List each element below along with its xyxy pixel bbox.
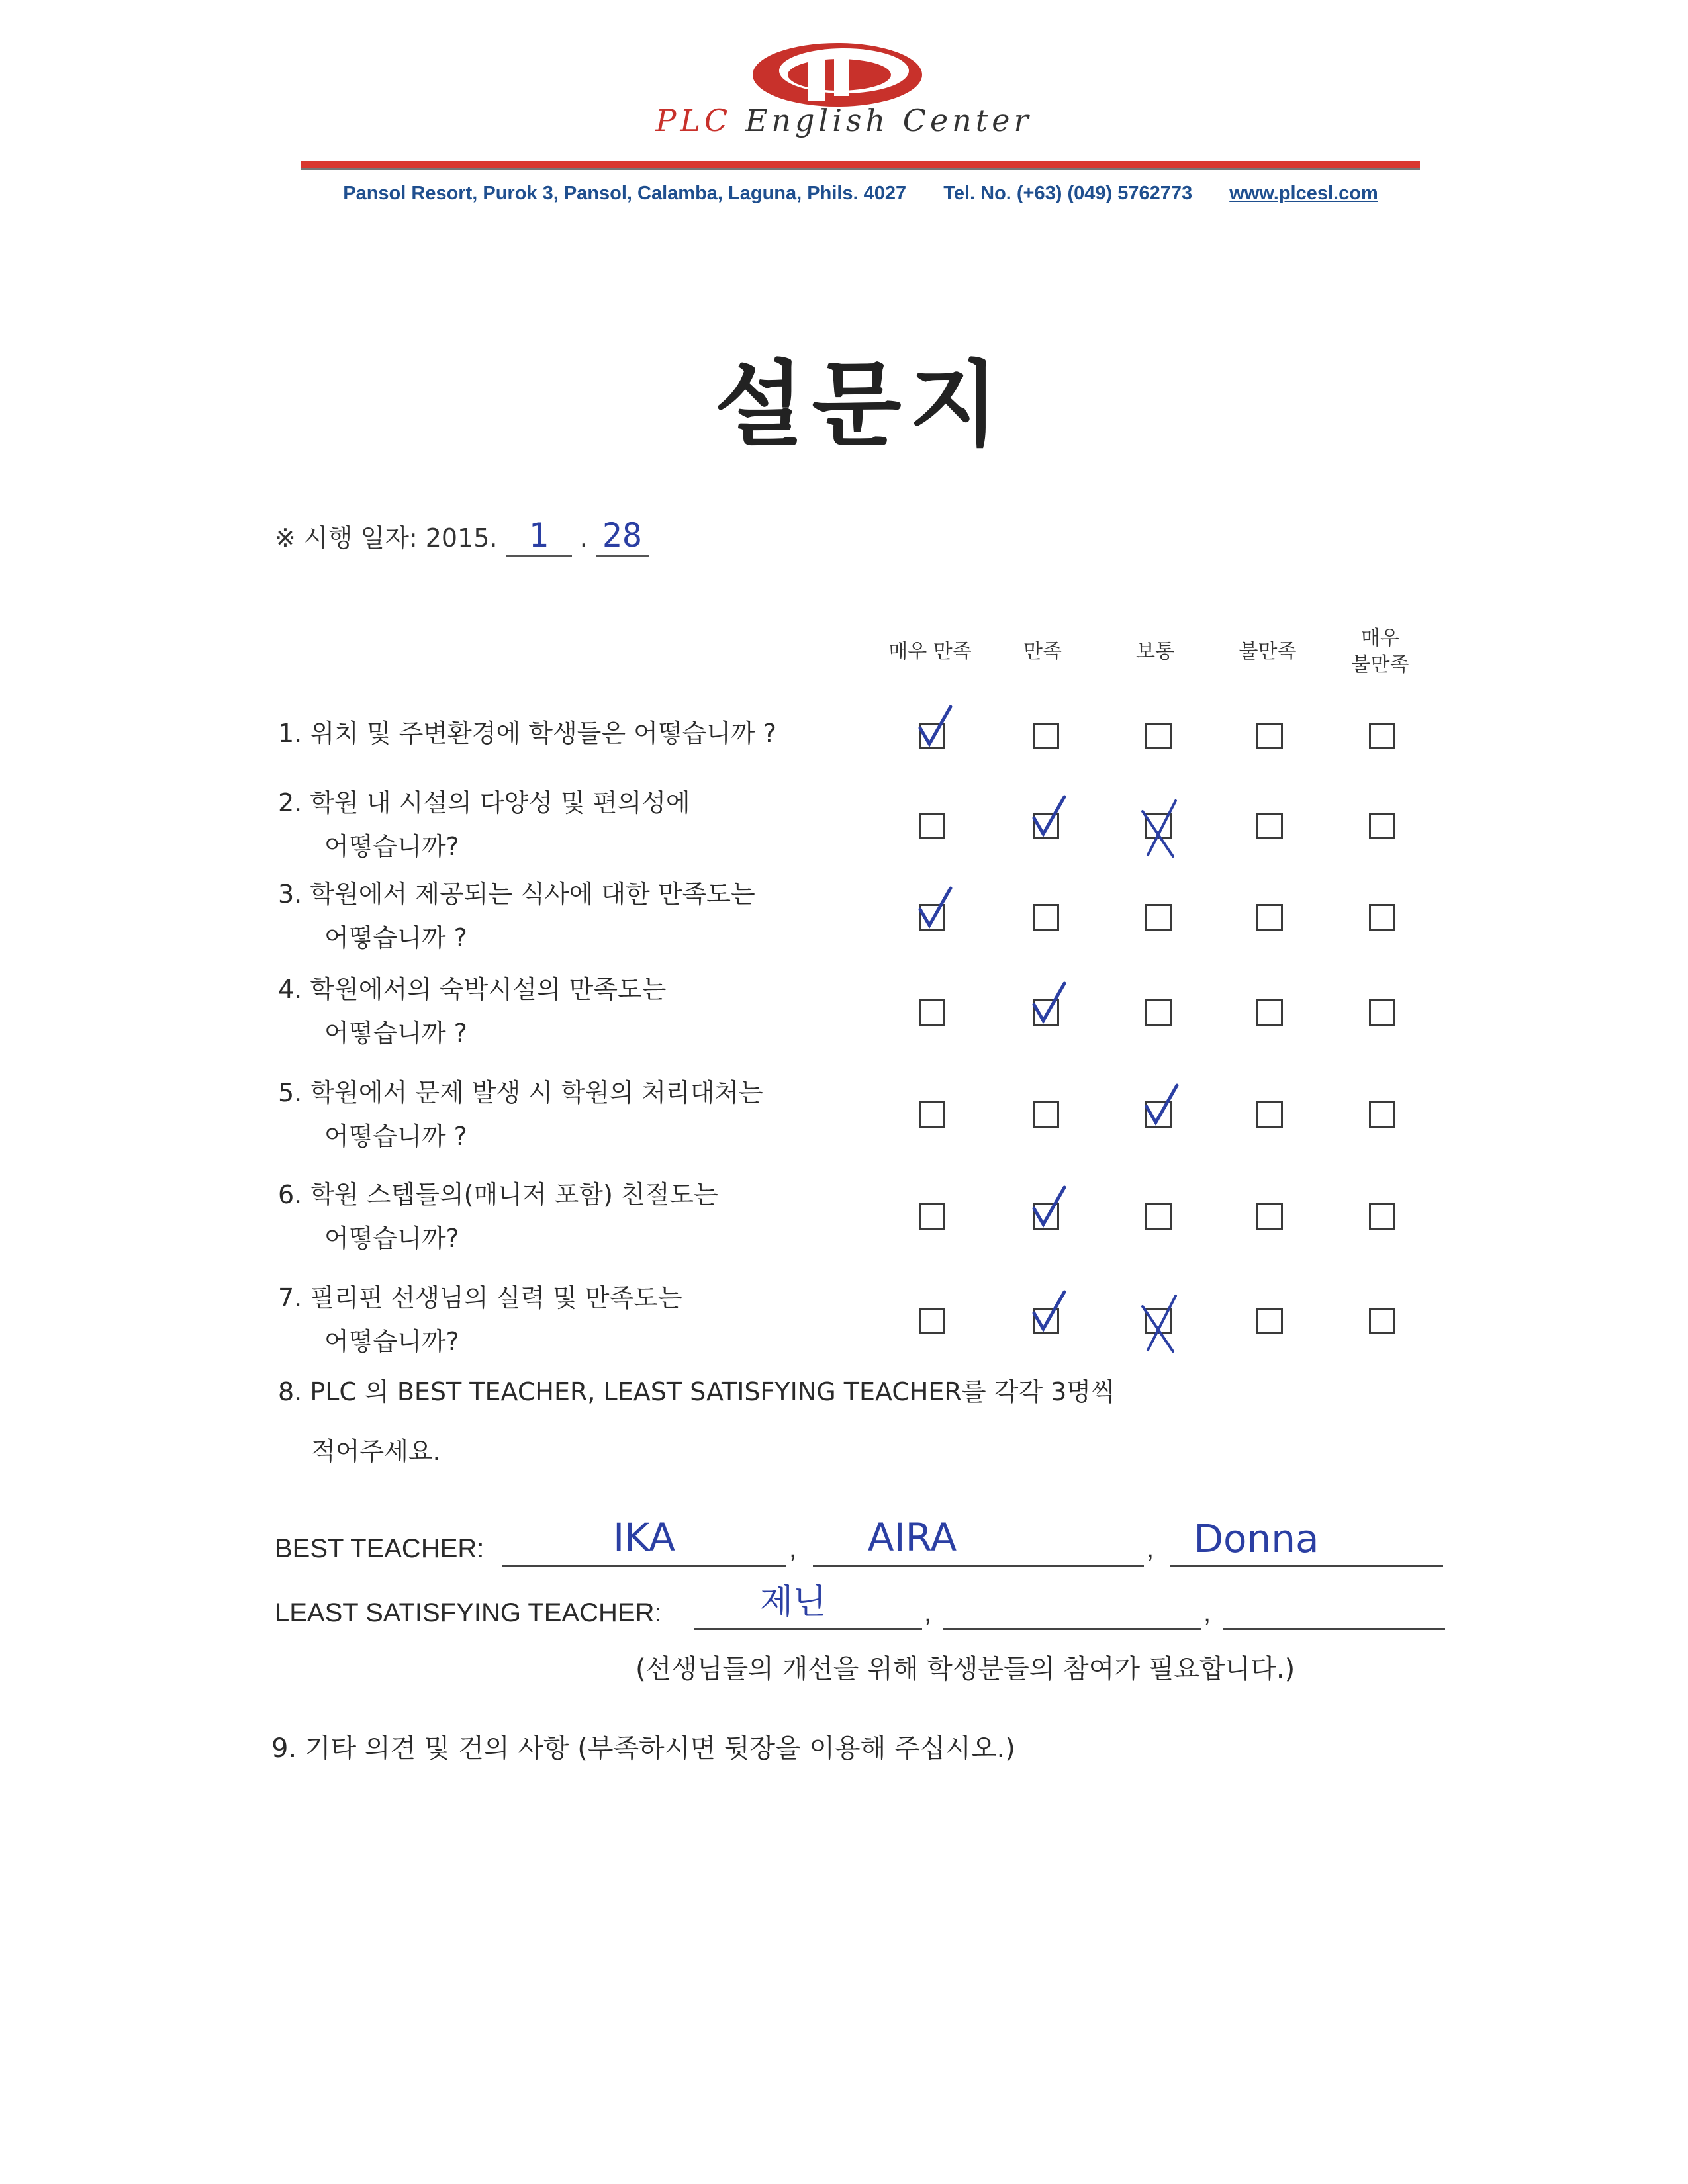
brand-name [463,103,1225,138]
rating-checkbox[interactable] [1033,904,1059,931]
rating-checkbox[interactable] [1369,1203,1395,1230]
best-teacher-2: AIRA [867,1515,957,1560]
cross-mark-icon [1139,797,1181,863]
column-dissatisfied: 불만족 [1239,640,1297,663]
question-text: 8. PLC 의 BEST TEACHER, LEAST SATISFYING TEACHER를 각각 3명씩 [278,1377,1115,1406]
rating-checkbox[interactable] [1033,1101,1059,1128]
rating-checkbox[interactable] [1256,904,1283,931]
question-2 [278,781,690,868]
page-title: 설문지 [714,351,1007,459]
rating-checkbox[interactable] [1256,723,1283,749]
question-text: 7. 필리핀 선생님의 실력 및 만족도는 [278,1283,682,1312]
question-8 [278,1370,1115,1414]
check-mark-icon [1029,1183,1068,1230]
least-teacher-field-1[interactable] [694,1580,922,1630]
best-teacher-field-1[interactable] [502,1517,786,1567]
rating-checkbox[interactable] [1256,1308,1283,1334]
check-mark-icon [915,884,955,931]
check-mark-icon [1141,1081,1181,1128]
question-6 [278,1173,718,1260]
question-text: 2. 학원 내 시설의 다양성 및 편의성에 [278,788,690,817]
best-teacher-3: Donna [1194,1516,1319,1561]
rating-checkbox[interactable] [1369,1308,1395,1334]
question-4 [278,968,666,1055]
rating-checkbox[interactable] [919,1101,945,1128]
question-text-cont: 어떻습니까? [324,832,459,861]
address-line [301,183,1420,205]
rating-checkbox[interactable] [1369,904,1395,931]
question-text-cont: 어떻습니까 ? [324,1019,467,1048]
website-link[interactable]: www.plcesl.com [1229,183,1378,204]
rating-checkbox[interactable] [1145,723,1172,749]
address: Pansol Resort, Purok 3, Pansol, Calamba, Laguna, Phils. 4027 [343,183,907,204]
least-teacher-1: 제닌 [759,1582,827,1622]
rating-checkbox[interactable] [1256,999,1283,1026]
least-teacher-field-3[interactable] [1223,1580,1445,1630]
rating-checkbox[interactable] [1145,904,1172,931]
rating-checkbox[interactable] [1256,813,1283,839]
check-mark-icon [1029,979,1068,1026]
question-7 [278,1276,682,1363]
comma: , [924,1598,932,1627]
comma: , [1203,1598,1211,1627]
question-text: 6. 학원 스텝들의(매니저 포함) 친절도는 [278,1180,718,1209]
check-mark-icon [1029,1288,1068,1334]
question-text-cont: 어떻습니까 ? [324,923,467,952]
rating-checkbox[interactable] [1369,723,1395,749]
question-text-cont: 어떻습니까? [324,1327,459,1356]
question-9: 9. 기타 의견 및 건의 사항 (부족하시면 뒷장을 이용해 주십시오.) [271,1733,1015,1764]
question-5 [278,1071,763,1158]
rating-checkbox[interactable] [1256,1101,1283,1128]
brand-plc: PLC [655,103,732,138]
question-text: 5. 학원에서 문제 발생 시 학원의 처리대처는 [278,1078,763,1107]
question-text: 4. 학원에서의 숙박시설의 만족도는 [278,975,667,1004]
least-teacher-field-2[interactable] [943,1580,1201,1630]
header-rule [301,161,1420,170]
question-text: 3. 학원에서 제공되는 식사에 대한 만족도는 [278,880,755,909]
rating-checkbox[interactable] [919,1203,945,1230]
question-text: 1. 위치 및 주변환경에 학생들은 어떻습니까 ? [278,719,776,748]
rating-checkbox[interactable] [1145,1203,1172,1230]
survey-date [275,516,649,557]
question-1 [278,711,776,755]
column-satisfied: 만족 [1023,640,1062,663]
column-neutral: 보통 [1136,640,1174,663]
rating-checkbox[interactable] [1369,999,1395,1026]
brand-rest: English Center [745,103,1033,138]
date-day: 28 [596,516,649,557]
cross-mark-icon [1139,1292,1181,1358]
rating-checkbox[interactable] [1369,1101,1395,1128]
check-mark-icon [1029,793,1068,839]
participation-note: (선생님들의 개선을 위해 학생분들의 참여가 필요합니다.) [635,1654,1295,1684]
least-teacher-label: LEAST SATISFYING TEACHER: [275,1598,662,1627]
column-very-satisfied: 매우 만족 [888,640,972,663]
rating-checkbox[interactable] [1033,723,1059,749]
rating-checkbox[interactable] [1369,813,1395,839]
best-teacher-field-3[interactable] [1170,1517,1443,1567]
date-prefix: ※ 시행 일자: 2015. [275,523,498,553]
question-3 [278,872,755,960]
best-teacher-label: BEST TEACHER: [275,1534,485,1563]
comma: , [789,1534,797,1563]
question-text-cont: 어떻습니까 ? [324,1122,467,1151]
telephone: Tel. No. (+63) (049) 5762773 [943,183,1193,204]
rating-checkbox[interactable] [919,813,945,839]
question-text-cont: 어떻습니까? [324,1224,459,1253]
rating-checkbox[interactable] [919,1308,945,1334]
check-mark-icon [915,703,955,749]
column-very-dissatisfied: 매우 불만족 [1351,627,1409,676]
rating-checkbox[interactable] [919,999,945,1026]
comma: , [1147,1534,1154,1563]
best-teacher-1: IKA [613,1515,675,1560]
date-dot: . [579,523,588,553]
rating-checkbox[interactable] [1145,999,1172,1026]
date-month: 1 [506,516,572,557]
best-teacher-field-2[interactable] [813,1517,1144,1567]
rating-checkbox[interactable] [1256,1203,1283,1230]
question-8-cont: 적어주세요. [311,1437,441,1466]
